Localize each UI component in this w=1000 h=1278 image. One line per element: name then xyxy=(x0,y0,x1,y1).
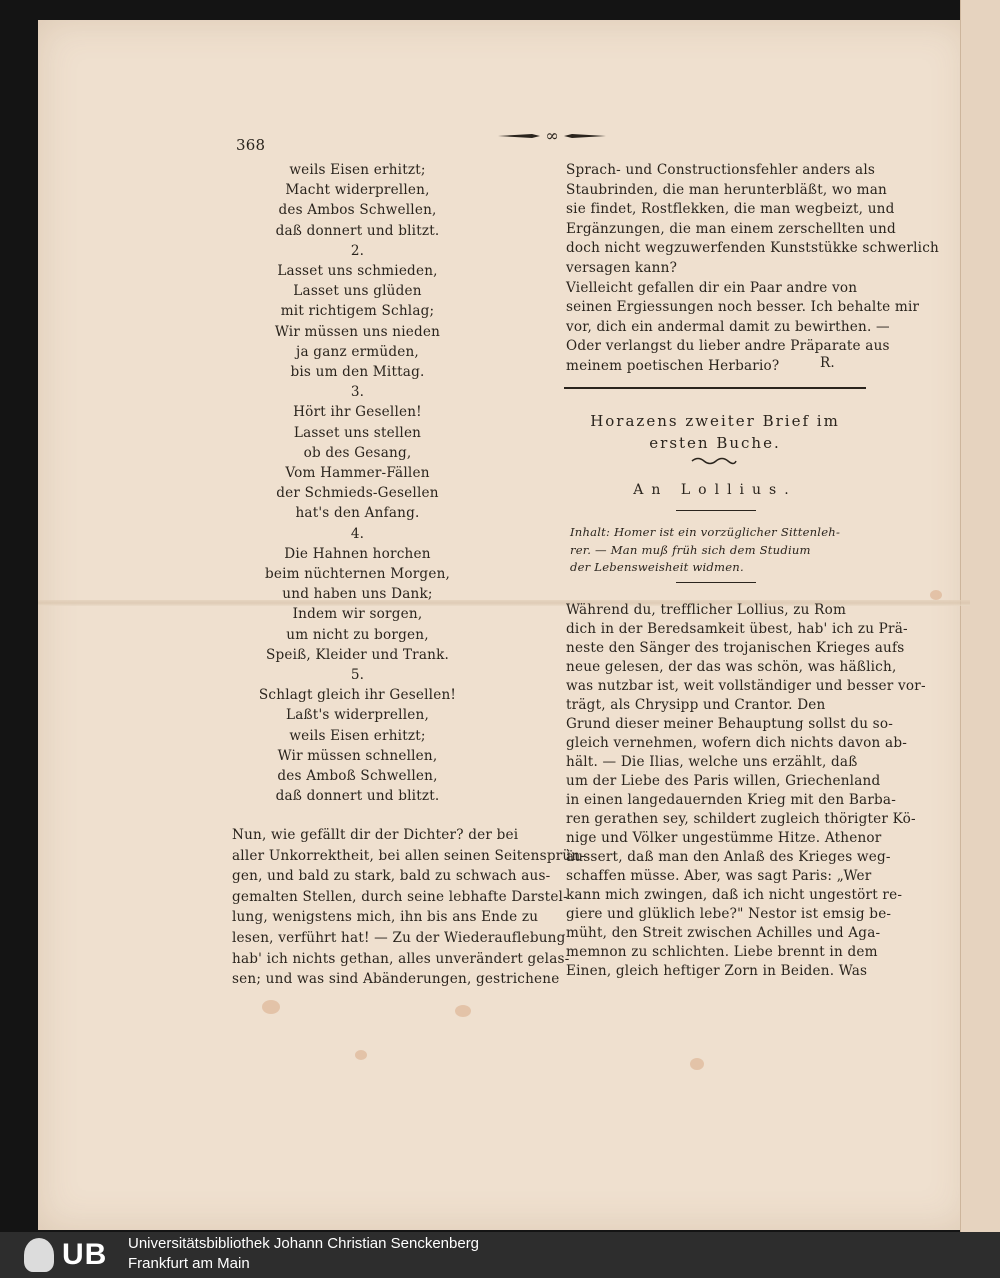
poem-line: des Amboß Schwellen, xyxy=(277,768,438,784)
short-rule xyxy=(676,582,756,583)
prose-line: doch nicht wegzuwerfenden Kunststükke schwerlich xyxy=(566,240,939,257)
foxing-stain xyxy=(690,1058,704,1070)
footer-institution: Universitätsbibliothek Johann Christian Senckenberg xyxy=(128,1235,480,1252)
poem-line: Wir müssen schnellen, xyxy=(277,747,438,764)
footer-city: Frankfurt am Main xyxy=(128,1255,250,1272)
poem-line: daß donnert und blitzt. xyxy=(275,788,440,805)
prose-line: äussert, daß man den Anlaß des Krieges weg- xyxy=(566,849,891,865)
poem-line: Wir müssen uns nieden xyxy=(274,323,441,340)
prose-line: Nun, wie gefällt dir der Dichter? der bei xyxy=(232,827,519,843)
poem-line: bis um den Mittag. xyxy=(290,364,425,380)
summary-line: der Lebensweisheit widmen. xyxy=(570,560,744,574)
prose-line: lung, wenigstens mich, ihn bis ans Ende zu xyxy=(232,909,539,926)
prose-line: Staubrinden, die man herunterbläßt, wo man xyxy=(566,181,888,198)
poem-line: Die Hahnen horchen xyxy=(284,545,431,562)
section-rule xyxy=(564,387,866,389)
poem-line: Lasset uns schmieden, xyxy=(277,263,438,279)
prose-line: dich in der Beredsamkeit übest, hab' ich zu Prä- xyxy=(566,621,908,637)
poem-line: weils Eisen erhitzt; xyxy=(289,727,426,744)
prose-line: gen, und bald zu stark, bald zu schwach aus- xyxy=(232,868,551,885)
addressee: An Lollius. xyxy=(633,482,797,498)
logo-text: UB xyxy=(62,1238,108,1271)
prose-line: trägt, als Chrysipp und Crantor. Den xyxy=(566,697,826,713)
poem-line: und haben uns Dank; xyxy=(282,586,433,603)
signature: R. xyxy=(820,355,835,371)
prose-line: giere und glüklich lebe?" Nestor ist emsig be- xyxy=(566,906,892,922)
section-title: ersten Buche. xyxy=(649,434,781,452)
prose-line: Oder verlangst du lieber andre Präparate aus xyxy=(566,338,890,355)
header-ornament xyxy=(496,127,608,145)
prose-line: Sprach- und Constructionsfehler anders als xyxy=(566,162,876,178)
prose-line: seinen Ergiessungen noch besser. Ich behalte mir xyxy=(566,299,920,316)
prose-line: um der Liebe des Paris willen, Griechenland xyxy=(566,773,881,789)
prose-line: Vielleicht gefallen dir ein Paar andre von xyxy=(566,279,858,296)
poem-line: mit richtigem Schlag; xyxy=(280,303,435,320)
prose-line: neste den Sänger des trojanischen Krieges aufs xyxy=(566,640,905,656)
poem-line: Macht widerprellen, xyxy=(285,182,430,199)
prose-line: Grund dieser meiner Behauptung sollst du so- xyxy=(566,716,894,732)
summary-line: Inhalt: Homer ist ein vorzüglicher Sittenleh- xyxy=(570,525,841,539)
poem-line: Laßt's widerprellen, xyxy=(286,707,429,724)
prose-line: müht, den Streit zwischen Achilles und Aga- xyxy=(566,925,881,941)
prose-line: gemalten Stellen, durch seine lebhafte Darstel- xyxy=(232,888,568,905)
prose-line: schaffen müsse. Aber, was sagt Paris: „Wer xyxy=(566,868,872,884)
prose-line: sie findet, Rostflekken, die man wegbeizt, und xyxy=(566,201,895,218)
wavy-ornament xyxy=(690,456,738,466)
poem-line: 2. xyxy=(350,242,365,259)
prose-line: Ergänzungen, die man einem zerschellten und xyxy=(566,220,896,237)
poem-line: Hört ihr Gesellen! xyxy=(293,404,422,421)
prose-line: nige und Völker ungestümme Hitze. Athenor xyxy=(566,830,882,846)
poem-line: beim nüchternen Morgen, xyxy=(264,566,451,582)
poem-line: ja ganz ermüden, xyxy=(296,343,419,360)
prose-line: Während du, trefflicher Lollius, zu Rom xyxy=(566,602,847,618)
section-title: Horazens zweiter Brief im xyxy=(590,412,840,430)
foxing-stain xyxy=(930,590,942,600)
poem-line: ob des Gesang, xyxy=(303,444,412,461)
prose-line: ren gerathen sey, schildert zugleich thörigter Kö- xyxy=(566,811,916,827)
prose-line: hält. — Die Ilias, welche uns erzählt, daß xyxy=(566,754,858,770)
poem-line: um nicht zu borgen, xyxy=(286,626,429,643)
prose-line: vor, dich ein andermal damit zu bewirthen. — xyxy=(566,318,890,335)
prose-line: neue gelesen, der das was schön, was häßlich, xyxy=(566,659,897,675)
poem-line: weils Eisen erhitzt; xyxy=(289,162,426,178)
svg-text:∞: ∞ xyxy=(545,127,559,145)
short-rule xyxy=(676,510,756,511)
page-number: 368 xyxy=(236,136,266,154)
poem-line: des Ambos Schwellen, xyxy=(278,202,437,219)
foxing-stain xyxy=(355,1050,367,1060)
poem-line: hat's den Anfang. xyxy=(295,505,420,522)
foxing-stain xyxy=(262,1000,280,1014)
prose-line: gleich vernehmen, wofern dich nichts davon ab- xyxy=(566,735,908,751)
poem-line: Lasset uns stellen xyxy=(293,424,422,441)
poem-line: Vom Hammer-Fällen xyxy=(285,465,430,481)
poem-line: 4. xyxy=(350,525,365,542)
prose-line: was nutzbar ist, weit vollständiger und besser vor- xyxy=(566,678,926,694)
poem-line: daß donnert und blitzt. xyxy=(275,222,440,239)
prose-line: in einen langedauernden Krieg mit den Barba- xyxy=(566,792,897,808)
prose-line: kann mich zwingen, daß ich nicht ungestört re- xyxy=(566,887,903,903)
summary-line: rer. — Man muß früh sich dem Studium xyxy=(570,542,811,557)
prose-line: memnon zu schlichten. Liebe brennt in dem xyxy=(566,944,878,960)
poem-line: Schlagt gleich ihr Gesellen! xyxy=(258,687,457,704)
portrait-icon xyxy=(24,1238,54,1272)
prose-line: lesen, verführt hat! — Zu der Wiederauflebung xyxy=(232,930,566,946)
prose-line: aller Unkorrektheit, bei allen seinen Seitensprün- xyxy=(232,847,586,864)
poem-line: 5. xyxy=(350,667,365,683)
prose-line: meinem poetischen Herbario? xyxy=(566,358,780,374)
prose-line: versagen kann? xyxy=(566,260,678,276)
poem-line: Lasset uns glüden xyxy=(293,283,422,300)
foxing-stain xyxy=(455,1005,471,1017)
prose-line: Einen, gleich heftiger Zorn in Beiden. Was xyxy=(566,963,868,979)
poem-line: 3. xyxy=(350,384,365,401)
prose-line: sen; und was sind Abänderungen, gestrichene xyxy=(232,971,560,988)
adjacent-page-edge xyxy=(960,0,1000,1232)
poem-line: Indem wir sorgen, xyxy=(292,606,423,623)
poem-line: Speiß, Kleider und Trank. xyxy=(265,646,450,663)
library-logo[interactable] xyxy=(24,1237,116,1273)
prose-line: hab' ich nichts gethan, alles unverändert gelas- xyxy=(232,950,570,967)
poem-line: der Schmieds-Gesellen xyxy=(276,485,439,502)
